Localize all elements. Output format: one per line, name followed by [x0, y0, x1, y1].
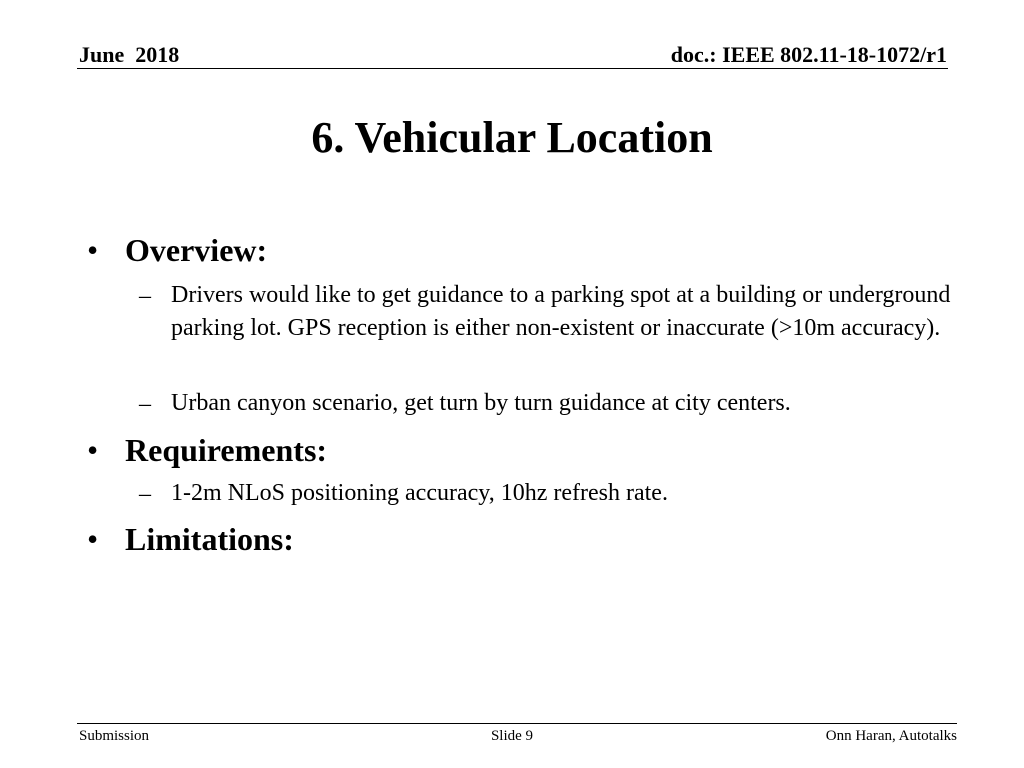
footer-divider: [77, 723, 957, 724]
footer-submission: Submission: [79, 728, 150, 744]
overview-item-2: Urban canyon scenario, get turn by turn guidance at city centers.: [171, 390, 791, 416]
heading-limitations: Limitations:: [125, 521, 294, 557]
overview-item-1: Drivers would like to get guidance to a parking spot at a building or underground parking lot. GPS reception is either non-existent or inaccurate (>10m accuracy).: [171, 282, 951, 341]
dash-requirements-1: –: [139, 481, 151, 507]
bullet-limitations: •: [87, 521, 99, 557]
requirements-item-1: 1-2m NLoS positioning accuracy, 10hz refresh rate.: [171, 480, 668, 506]
dash-overview-2: –: [139, 391, 151, 417]
header-divider: [77, 68, 948, 69]
slide-title: 6. Vehicular Location: [311, 113, 713, 162]
header-date: June 2018: [79, 42, 180, 67]
bullet-overview: •: [87, 232, 99, 268]
footer-author: Onn Haran, Autotalks: [825, 728, 957, 744]
header-doc-id: doc.: IEEE 802.11-18-1072/r1: [670, 42, 947, 67]
heading-requirements: Requirements:: [125, 432, 328, 468]
bullet-requirements: •: [87, 432, 99, 468]
heading-overview: Overview:: [125, 232, 268, 268]
footer-slide-number: Slide 9: [490, 728, 534, 744]
dash-overview-1: –: [139, 283, 151, 309]
